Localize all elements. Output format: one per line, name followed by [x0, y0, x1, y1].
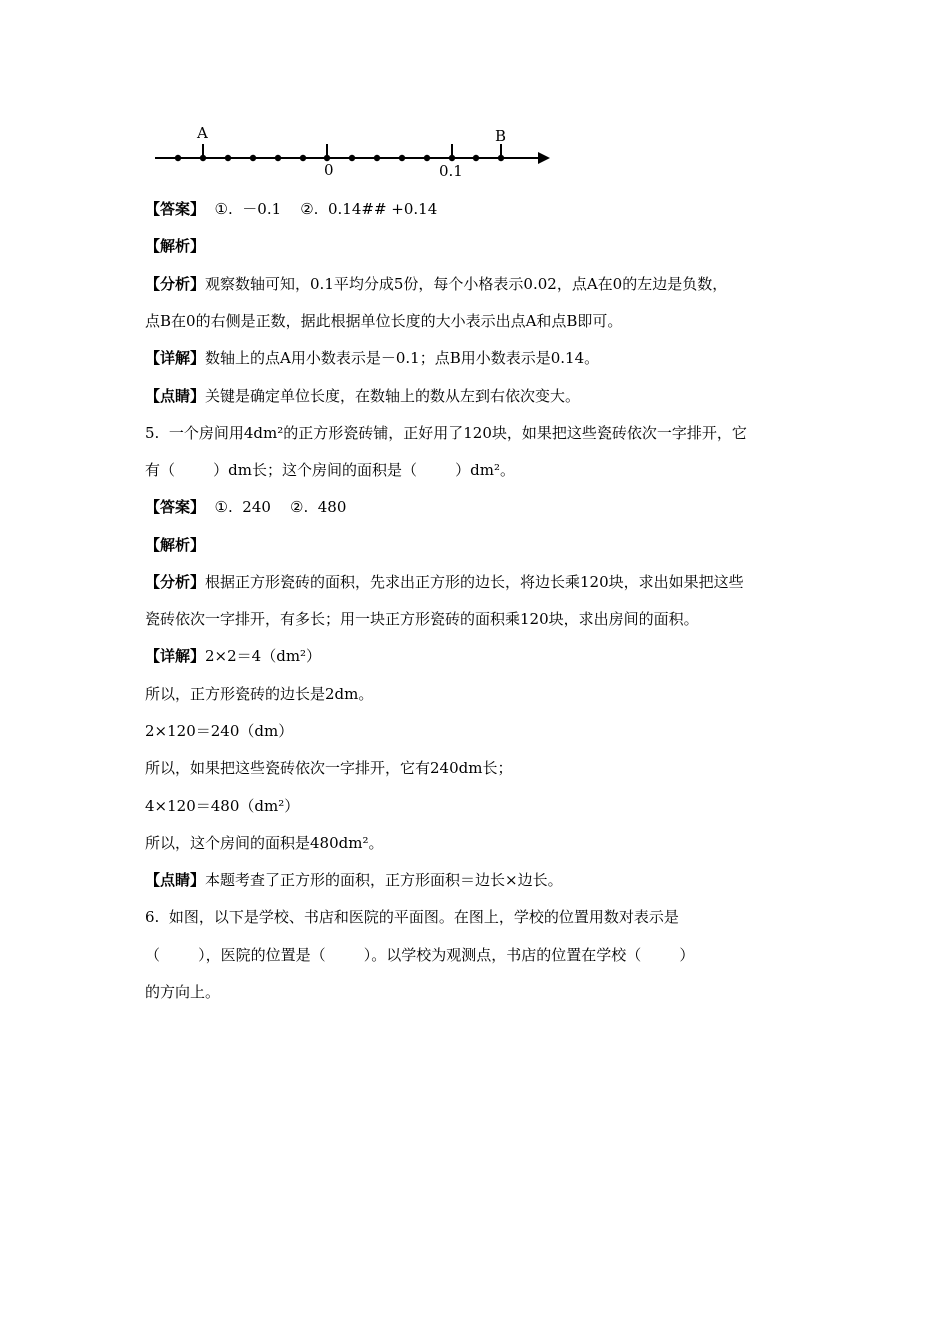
question-text: 6. 如图，以下是学校、书店和医院的平面图。在图上，学校的位置用数对表示是 [145, 908, 679, 926]
label-zero: 0 [324, 161, 334, 179]
q5-step [145, 721, 293, 741]
q6-question [145, 907, 679, 927]
q5-question-cont [145, 460, 515, 480]
analysis-tag: 【解析】 [145, 237, 206, 255]
number-line-arrow [538, 152, 550, 164]
analysis-tag: 【解析】 [145, 536, 206, 554]
answer-tag: 【答案】 [145, 498, 206, 516]
q5-step [145, 758, 512, 778]
label-b: B [495, 127, 507, 145]
q4-analysis [145, 236, 205, 256]
label-tenth: 0.1 [439, 162, 463, 180]
step-text: 4×120＝480（dm²） [145, 797, 300, 815]
q5-step [145, 796, 299, 816]
xiangjie-text: 2×2＝4（dm²） [205, 647, 322, 665]
label-a: A [197, 124, 208, 142]
fenxi-tag: 【分析】 [145, 573, 206, 591]
answer-tag: 【答案】 [145, 200, 206, 218]
q5-step [145, 684, 373, 704]
xiangjie-text: 数轴上的点A用小数表示是－0.1；点B用小数表示是0.14。 [205, 349, 600, 367]
step-text: 所以，如果把这些瓷砖依次一字排开，它有240dm长； [145, 759, 513, 777]
fenxi-tag: 【分析】 [145, 275, 206, 293]
step-text: 所以，这个房间的面积是480dm²。 [145, 834, 384, 852]
q5-analysis [145, 535, 205, 555]
dianjing-text: 本题考查了正方形的面积，正方形面积＝边长×边长。 [205, 871, 563, 889]
fenxi-text-cont: 瓷砖依次一字排开，有多长；用一块正方形瓷砖的面积乘120块，求出房间的面积。 [145, 610, 699, 628]
q5-fenxi-cont [145, 609, 699, 629]
number-line-figure [150, 118, 560, 188]
q5-fenxi [145, 572, 744, 592]
q4-answer [145, 199, 437, 219]
q5-xiangjie [145, 646, 321, 666]
q4-fenxi-cont [145, 311, 622, 331]
question-text-cont: （ ），医院的位置是（ ）。以学校为观测点，书店的位置在学校（ ） [145, 946, 695, 964]
step-text: 所以，正方形瓷砖的边长是2dm。 [145, 685, 374, 703]
xiangjie-tag: 【详解】 [145, 647, 206, 665]
dianjing-tag: 【点睛】 [145, 871, 206, 889]
xiangjie-tag: 【详解】 [145, 349, 206, 367]
q5-step [145, 833, 383, 853]
answer-text: ①. －0.1 ②. 0.14## +0.14 [205, 200, 438, 218]
q6-question-cont [145, 945, 694, 965]
step-text: 2×120＝240（dm） [145, 722, 294, 740]
q4-dianjing [145, 386, 580, 406]
fenxi-text: 观察数轴可知，0.1平均分成5份，每个小格表示0.02，点A在0的左边是负数， [205, 275, 728, 293]
answer-text: ①. 240 ②. 480 [205, 498, 347, 516]
q5-answer [145, 497, 346, 517]
question-text-cont: 有（ ）dm长；这个房间的面积是（ ）dm²。 [145, 461, 515, 479]
fenxi-text-cont: 点B在0的右侧是正数，据此根据单位长度的大小表示出点A和点B即可。 [145, 312, 623, 330]
fenxi-text: 根据正方形瓷砖的面积，先求出正方形的边长，将边长乘120块，求出如果把这些 [205, 573, 744, 591]
q4-xiangjie [145, 348, 599, 368]
question-text: 5. 一个房间用4dm²的正方形瓷砖铺，正好用了120块，如果把这些瓷砖依次一字排开，它 [145, 424, 747, 442]
q4-fenxi [145, 274, 727, 294]
dianjing-tag: 【点睛】 [145, 387, 206, 405]
q5-question [145, 423, 747, 443]
question-text-end: 的方向上。 [145, 983, 221, 1001]
dianjing-text: 关键是确定单位长度，在数轴上的数从左到右依次变大。 [205, 387, 581, 405]
q6-question-end [145, 982, 220, 1002]
q5-dianjing [145, 870, 563, 890]
